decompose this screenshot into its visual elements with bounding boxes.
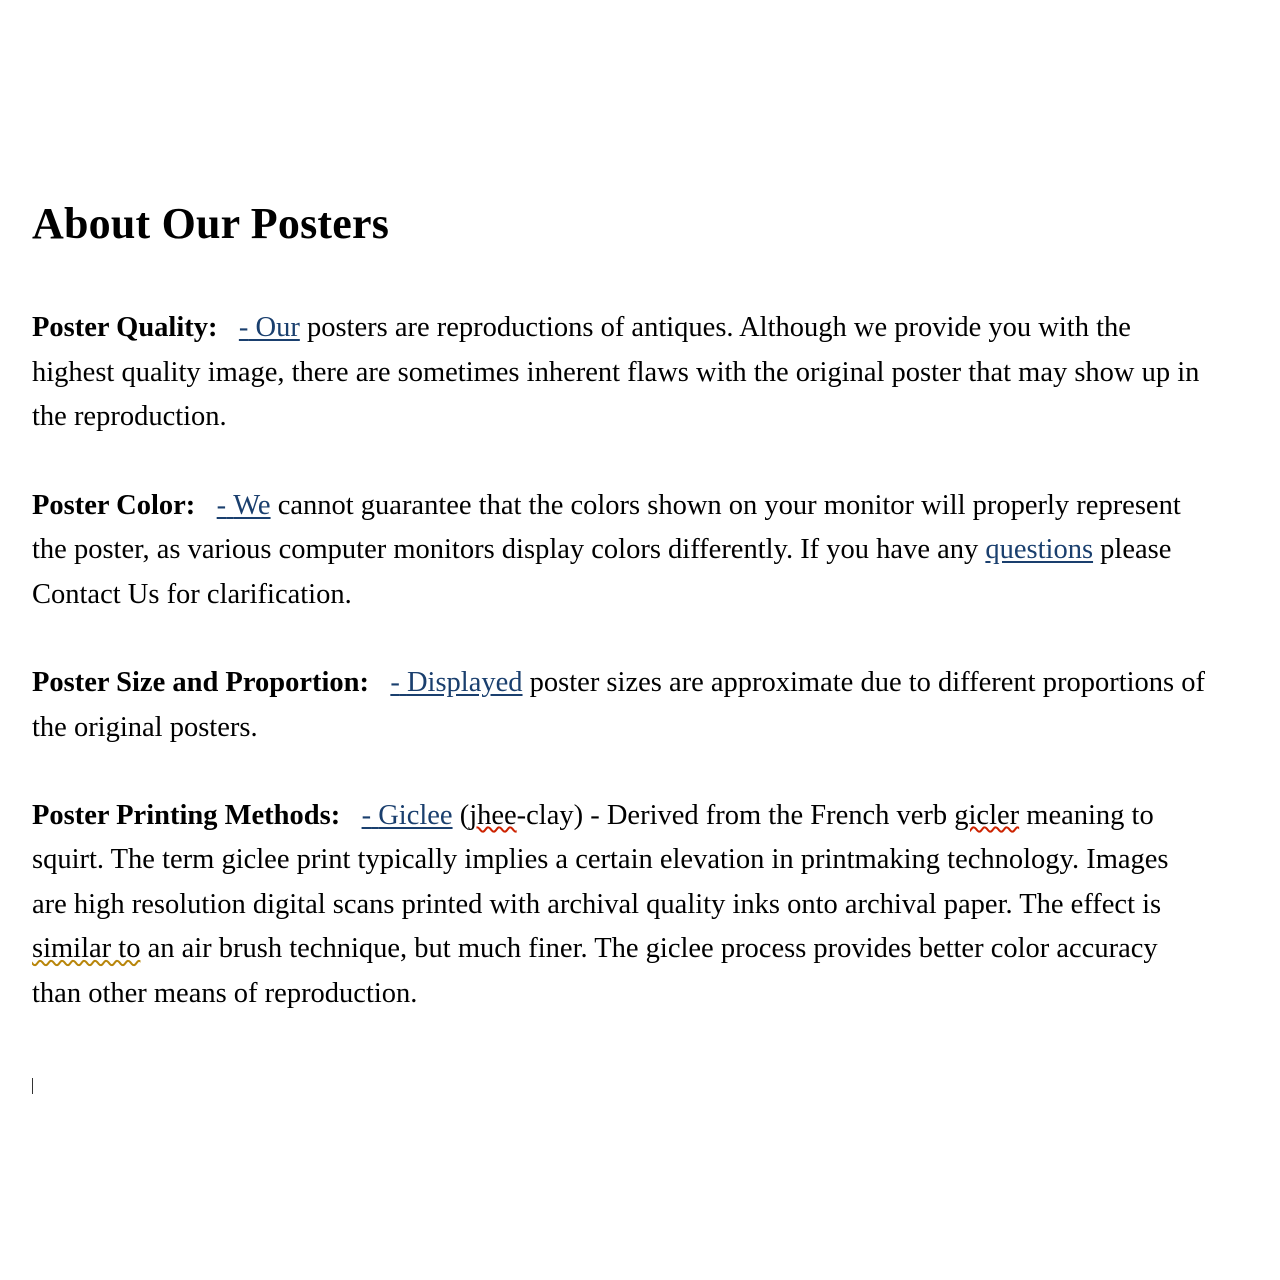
dash-link-color[interactable]: - xyxy=(216,489,227,521)
section-heading-printing-methods: Poster Printing Methods: xyxy=(32,800,341,832)
link-displayed[interactable]: Displayed xyxy=(406,667,523,699)
body-text-printing-2: -clay) - Derived from the French verb xyxy=(516,800,955,832)
body-text-printing-1: ( xyxy=(452,800,470,832)
body-text-color-1: cannot guarantee that the colors shown on your monitor will properly represent the poster, as various computer monitors display colors differently. If you have any xyxy=(32,489,1181,566)
dash-link-size[interactable]: - xyxy=(390,667,400,699)
body-text-size: poster sizes are approximate due to different proportions of the original posters. xyxy=(32,667,1206,743)
section-poster-printing-methods xyxy=(32,794,1210,1016)
text-caret xyxy=(32,1078,33,1094)
link-our[interactable]: Our xyxy=(255,312,300,344)
section-heading-poster-size: Poster Size and Proportion: xyxy=(32,667,369,699)
link-questions[interactable]: questions xyxy=(985,534,1094,566)
spelling-error-gicler: gicler xyxy=(954,800,1020,832)
section-poster-quality xyxy=(32,306,1210,439)
body-text-printing-3: meaning to squirt. The term giclee print typically implies a certain elevation in printmaking technology. Images are high resolution digital scans printed with archival quality inks onto archival paper. The effect is xyxy=(32,800,1169,920)
body-text-printing-4: an air brush technique, but much finer. The giclee process provides better color accuracy than other means of reproduction. xyxy=(32,933,1158,1009)
section-poster-color xyxy=(32,484,1210,617)
grammar-error-similar-to: similar to xyxy=(32,933,141,965)
link-giclee[interactable]: Giclee xyxy=(378,800,453,832)
dash-link-printing[interactable]: - xyxy=(361,800,372,832)
section-poster-size xyxy=(32,661,1210,750)
link-we[interactable]: We xyxy=(233,489,271,521)
page-title: About Our Posters xyxy=(32,199,390,248)
section-heading-poster-quality: Poster Quality: xyxy=(32,312,218,344)
body-text-quality: posters are reproductions of antiques. Although we provide you with the highest quality image, there are sometimes inherent flaws with the original poster that may show up in the reproduction. xyxy=(32,312,1200,433)
section-heading-poster-color: Poster Color: xyxy=(32,489,196,521)
spelling-error-jhee: jhee xyxy=(469,800,517,832)
body-text-color-2: please Contact Us for clarification. xyxy=(32,534,1172,610)
dash-link-quality[interactable]: - xyxy=(238,312,249,344)
